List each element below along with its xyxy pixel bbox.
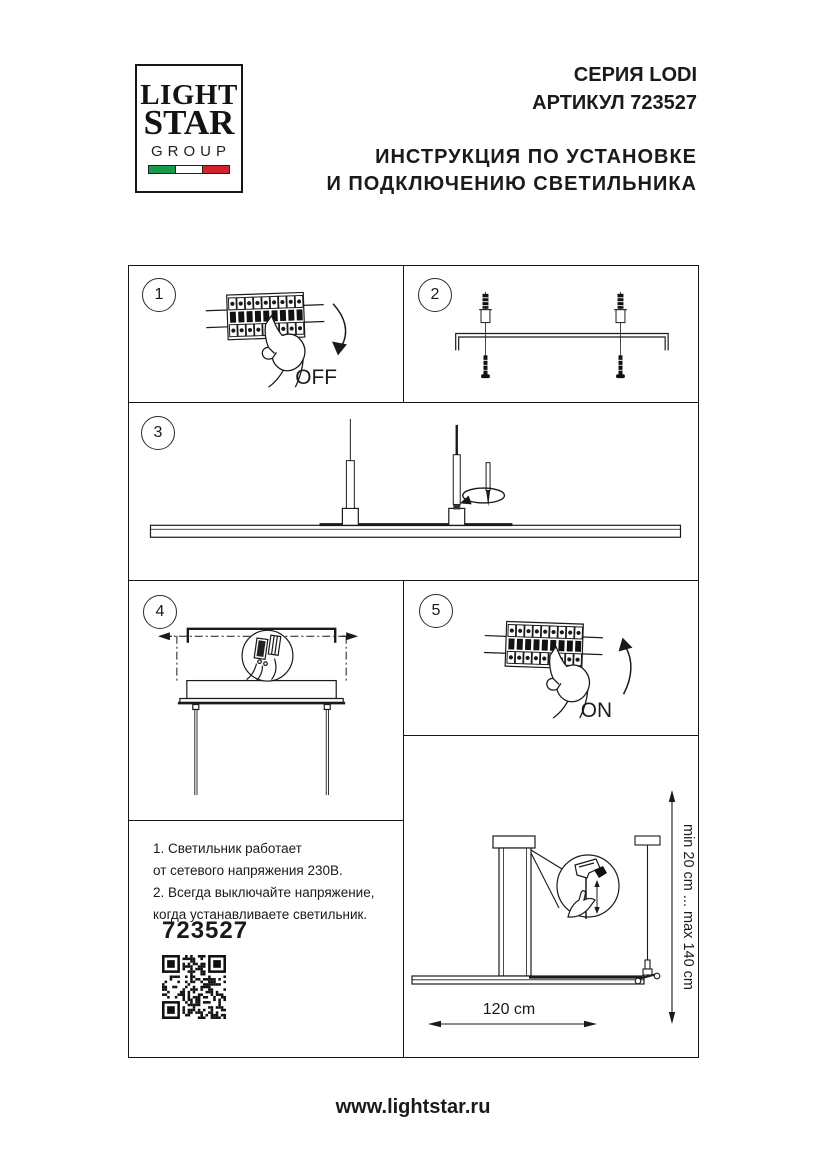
arrow-down-curve: [333, 304, 346, 346]
flag-red: [203, 166, 229, 173]
fixture-bar: [150, 508, 680, 537]
arrow-up-head: [619, 638, 633, 652]
article-title: АРТИКУЛ 723527: [532, 92, 697, 114]
notes-panel: [129, 821, 404, 1057]
pendant-fixture: [412, 836, 644, 984]
suspension-rod-left: [346, 419, 354, 508]
step-panel-5: [404, 581, 698, 736]
flag-green: [149, 166, 175, 173]
fixture-bar-assembly-diagram: [129, 403, 698, 580]
step-1-number: 1: [154, 286, 164, 303]
width-label: 120 cm: [482, 1001, 536, 1018]
on-label: ON: [580, 699, 613, 723]
adjustable-cable-detail: [635, 836, 660, 984]
step-5-number: 5: [431, 602, 441, 619]
cable-adjuster-magnifier: [557, 855, 619, 919]
step-panel-2: [404, 266, 698, 403]
step-2-number: 2: [430, 286, 440, 303]
suspension-cable-right: [453, 425, 460, 510]
website-url: www.lightstar.ru: [335, 1096, 491, 1118]
note-line: от сетевого напряжения 230В.: [153, 863, 343, 878]
step-panel-3: [129, 403, 698, 581]
pendant-dimensions-panel: [404, 736, 698, 1057]
screwdriver-icon: [460, 463, 505, 507]
pendant-dimension-diagram: [404, 736, 698, 1057]
arrow-down-head: [332, 341, 347, 355]
step-4-number: 4: [155, 603, 165, 620]
suspension-cables: [195, 709, 329, 795]
steps-grid: [128, 265, 699, 1058]
logo-word-star: STAR: [143, 103, 235, 143]
step-3-badge: [141, 416, 175, 450]
logo-word-group: GROUP: [150, 143, 231, 161]
circuit-breaker-icon: [484, 621, 604, 670]
step-panel-4: [129, 581, 404, 821]
step-1-badge: [142, 278, 176, 312]
note-line: 2. Всегда выключайте напряжение,: [153, 885, 375, 900]
terminal-detail-magnifier: [242, 630, 293, 681]
italian-flag-stripe: [148, 165, 230, 174]
ceiling-bracket: [456, 334, 668, 351]
screw-and-anchor-icon: [614, 292, 627, 378]
step-5-badge: [419, 594, 453, 628]
note-line: 1. Светильник работает: [153, 841, 302, 856]
step-panel-1: [129, 266, 404, 403]
article-number: 723527: [162, 917, 249, 944]
qr-code: [162, 955, 226, 1019]
lightstar-logo: [135, 64, 243, 193]
height-range-label: min 20 cm ... max 140 cm: [680, 824, 696, 990]
off-label: OFF: [295, 366, 337, 390]
height-dimension: [669, 790, 696, 1024]
arrow-up-curve: [624, 647, 631, 695]
instruction-title-line1: ИНСТРУКЦИЯ ПО УСТАНОВКЕ: [375, 146, 697, 168]
logo-word-light: LIGHT: [140, 78, 238, 111]
safety-notes: [153, 838, 374, 926]
step-3-number: 3: [153, 424, 163, 441]
instruction-title-line2: И ПОДКЛЮЧЕНИЮ СВЕТИЛЬНИКА: [326, 173, 697, 195]
step-2-badge: [418, 278, 452, 312]
flag-white: [175, 166, 203, 173]
width-dimension: [428, 1001, 597, 1027]
series-title: СЕРИЯ LODI: [573, 64, 697, 86]
note-line: когда устанавливаете светильник.: [153, 907, 368, 922]
canopy-box: [178, 681, 345, 710]
rotation-arrow-head: [460, 495, 472, 504]
step-4-badge: [143, 595, 177, 629]
screw-and-anchor-icon: [479, 292, 492, 378]
